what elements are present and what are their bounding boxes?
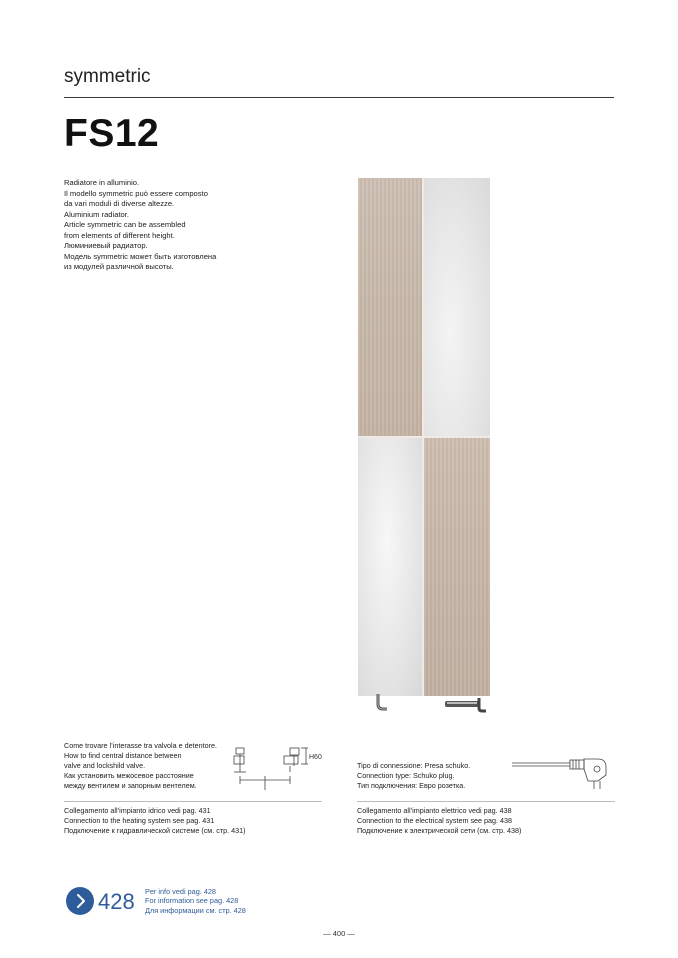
radiator-image [358,178,490,696]
dimension-label: H60 [309,754,322,761]
electrical-connection-text [357,806,521,836]
reference-page-number: 428 [98,889,135,914]
description-line: Radiatore in alluminio. [64,178,140,187]
description-line: from elements of different height. [64,230,175,240]
radiator-valves-icon [366,692,496,714]
water-connection-text [64,806,246,836]
text-line: Подключение к гидравлической системе (см. стр. 431) [64,826,246,835]
valve-diagram-icon [228,744,310,792]
radiator-panel-white [424,178,490,436]
reference-info [145,887,246,915]
radiator-panel-white [358,438,422,696]
valve-distance-text [64,741,217,791]
description-line: Модель symmetric может быть изготовлена [64,251,217,261]
text-line: Подключение к электрической сети (см. стр. 438) [357,826,522,835]
chevron-right-icon [66,887,94,915]
description-line: Люминиевый радиатор. [64,241,148,250]
separator [357,801,615,802]
reference-line: Per info vedi pag. 428 [145,887,216,896]
schuko-plug-icon [510,755,610,791]
page-reference-button[interactable] [66,887,94,915]
radiator-panel-wood [358,178,422,436]
section-label: symmetric [64,66,151,87]
text-line: Tipo di connessione: Presa schuko. [357,761,471,770]
text-line: Collegamento all’impianto elettrico vedi pag. 438 [357,806,512,815]
description-line: da vari moduli di diverse altezze. [64,199,175,208]
text-line: между вентилем и запорным вентелем. [64,781,197,790]
text-line: Connection type: Schuko plug. [357,771,455,780]
radiator-panel-wood [424,438,490,696]
reference-line: For information see pag. 428 [145,896,239,906]
text-line: Connection to the heating system see pag. 431 [64,816,215,825]
connection-type-text [357,761,470,791]
text-line: Come trovare l’interasse tra valvola e detentore. [64,741,218,750]
description-line: Aluminium radiator. [64,209,129,219]
product-title: FS12 [64,112,160,155]
description-line: из модулей различной высоты. [64,262,174,271]
reference-line: Для информации см. стр. 428 [145,905,246,915]
text-line: valve and lockshild valve. [64,761,146,770]
description-line: Article symmetric can be assembled [64,220,186,229]
header-rule [64,97,614,98]
separator [64,801,322,802]
text-line: Connection to the electrical system see pag. 438 [357,816,513,825]
text-line: Тип подключения: Евро розетка. [357,781,466,790]
text-line: How to find central distance between [64,751,182,760]
page-number: — 400 — [323,929,355,938]
text-line: Collegamento all’impianto idrico vedi pag. 431 [64,806,211,815]
product-description [64,178,264,273]
text-line: Как установить межосевое расстояние [64,771,194,780]
description-line: Il modello symmetric può essere composto [64,188,208,198]
panel-seam [358,436,490,438]
